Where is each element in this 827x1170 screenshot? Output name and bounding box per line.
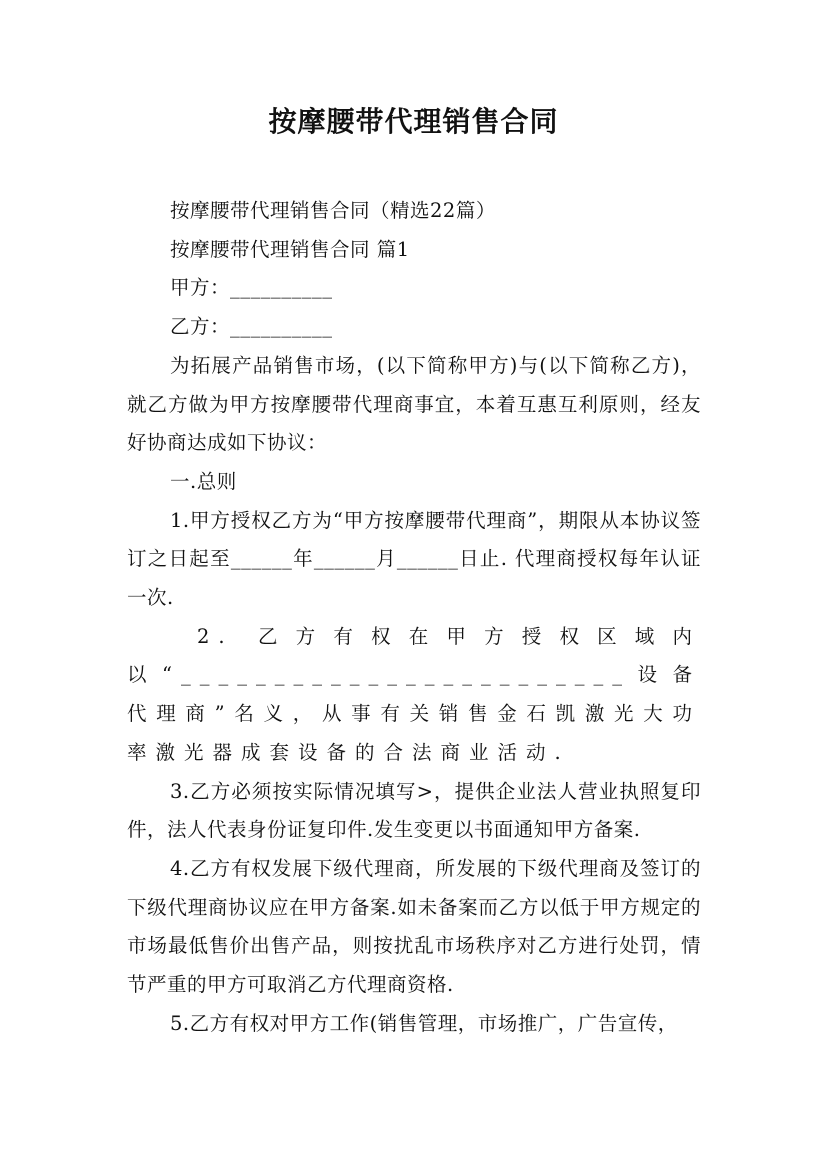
paragraph-party-b: 乙方：__________ bbox=[170, 315, 333, 339]
paragraph-preamble: 为拓展产品销售市场，(以下简称甲方)与(以下简称乙方)，就乙方做为甲方按摩腰带代理商事宜，本着互惠互利原则，经友好协商达成如下协议： bbox=[127, 353, 701, 455]
paragraph-subtitle: 按摩腰带代理销售合同（精选22篇） bbox=[170, 199, 496, 222]
paragraph-clause-2: 2. 乙方有权在甲方授权区域内以“________________________设备代理商”名义，从事有关销售金石凯激光大功率激光器成套设备的合法商业活动. bbox=[127, 624, 701, 764]
paragraph-party-a: 甲方：__________ bbox=[170, 276, 333, 300]
paragraph-clause-1: 1.甲方授权乙方为“甲方按摩腰带代理商”，期限从本协议签订之日起至______年______月______日止. 代理商授权每年认证一次. bbox=[127, 508, 701, 610]
document-body bbox=[127, 192, 701, 1043]
paragraph-clause-4: 4.乙方有权发展下级代理商，所发展的下级代理商及签订的下级代理商协议应在甲方备案.如未备案而乙方以低于甲方规定的市场最低售价出售产品，则按扰乱市场秩序对乙方进行处罚，情节严重的甲方可取消乙方代理商资格. bbox=[127, 856, 701, 997]
document-title: 按摩腰带代理销售合同 bbox=[268, 105, 559, 138]
paragraph-clause-5: 5.乙方有权对甲方工作(销售管理，市场推广，广告宣传， bbox=[170, 1011, 678, 1035]
paragraph-general-heading: 一.总则 bbox=[170, 469, 237, 493]
paragraph-clause-3: 3.乙方必须按实际情况填写>，提供企业法人营业执照复印件，法人代表身份证复印件.发生变更以书面通知甲方备案. bbox=[127, 779, 701, 842]
paragraph-section-heading: 按摩腰带代理销售合同 篇1 bbox=[170, 237, 410, 261]
